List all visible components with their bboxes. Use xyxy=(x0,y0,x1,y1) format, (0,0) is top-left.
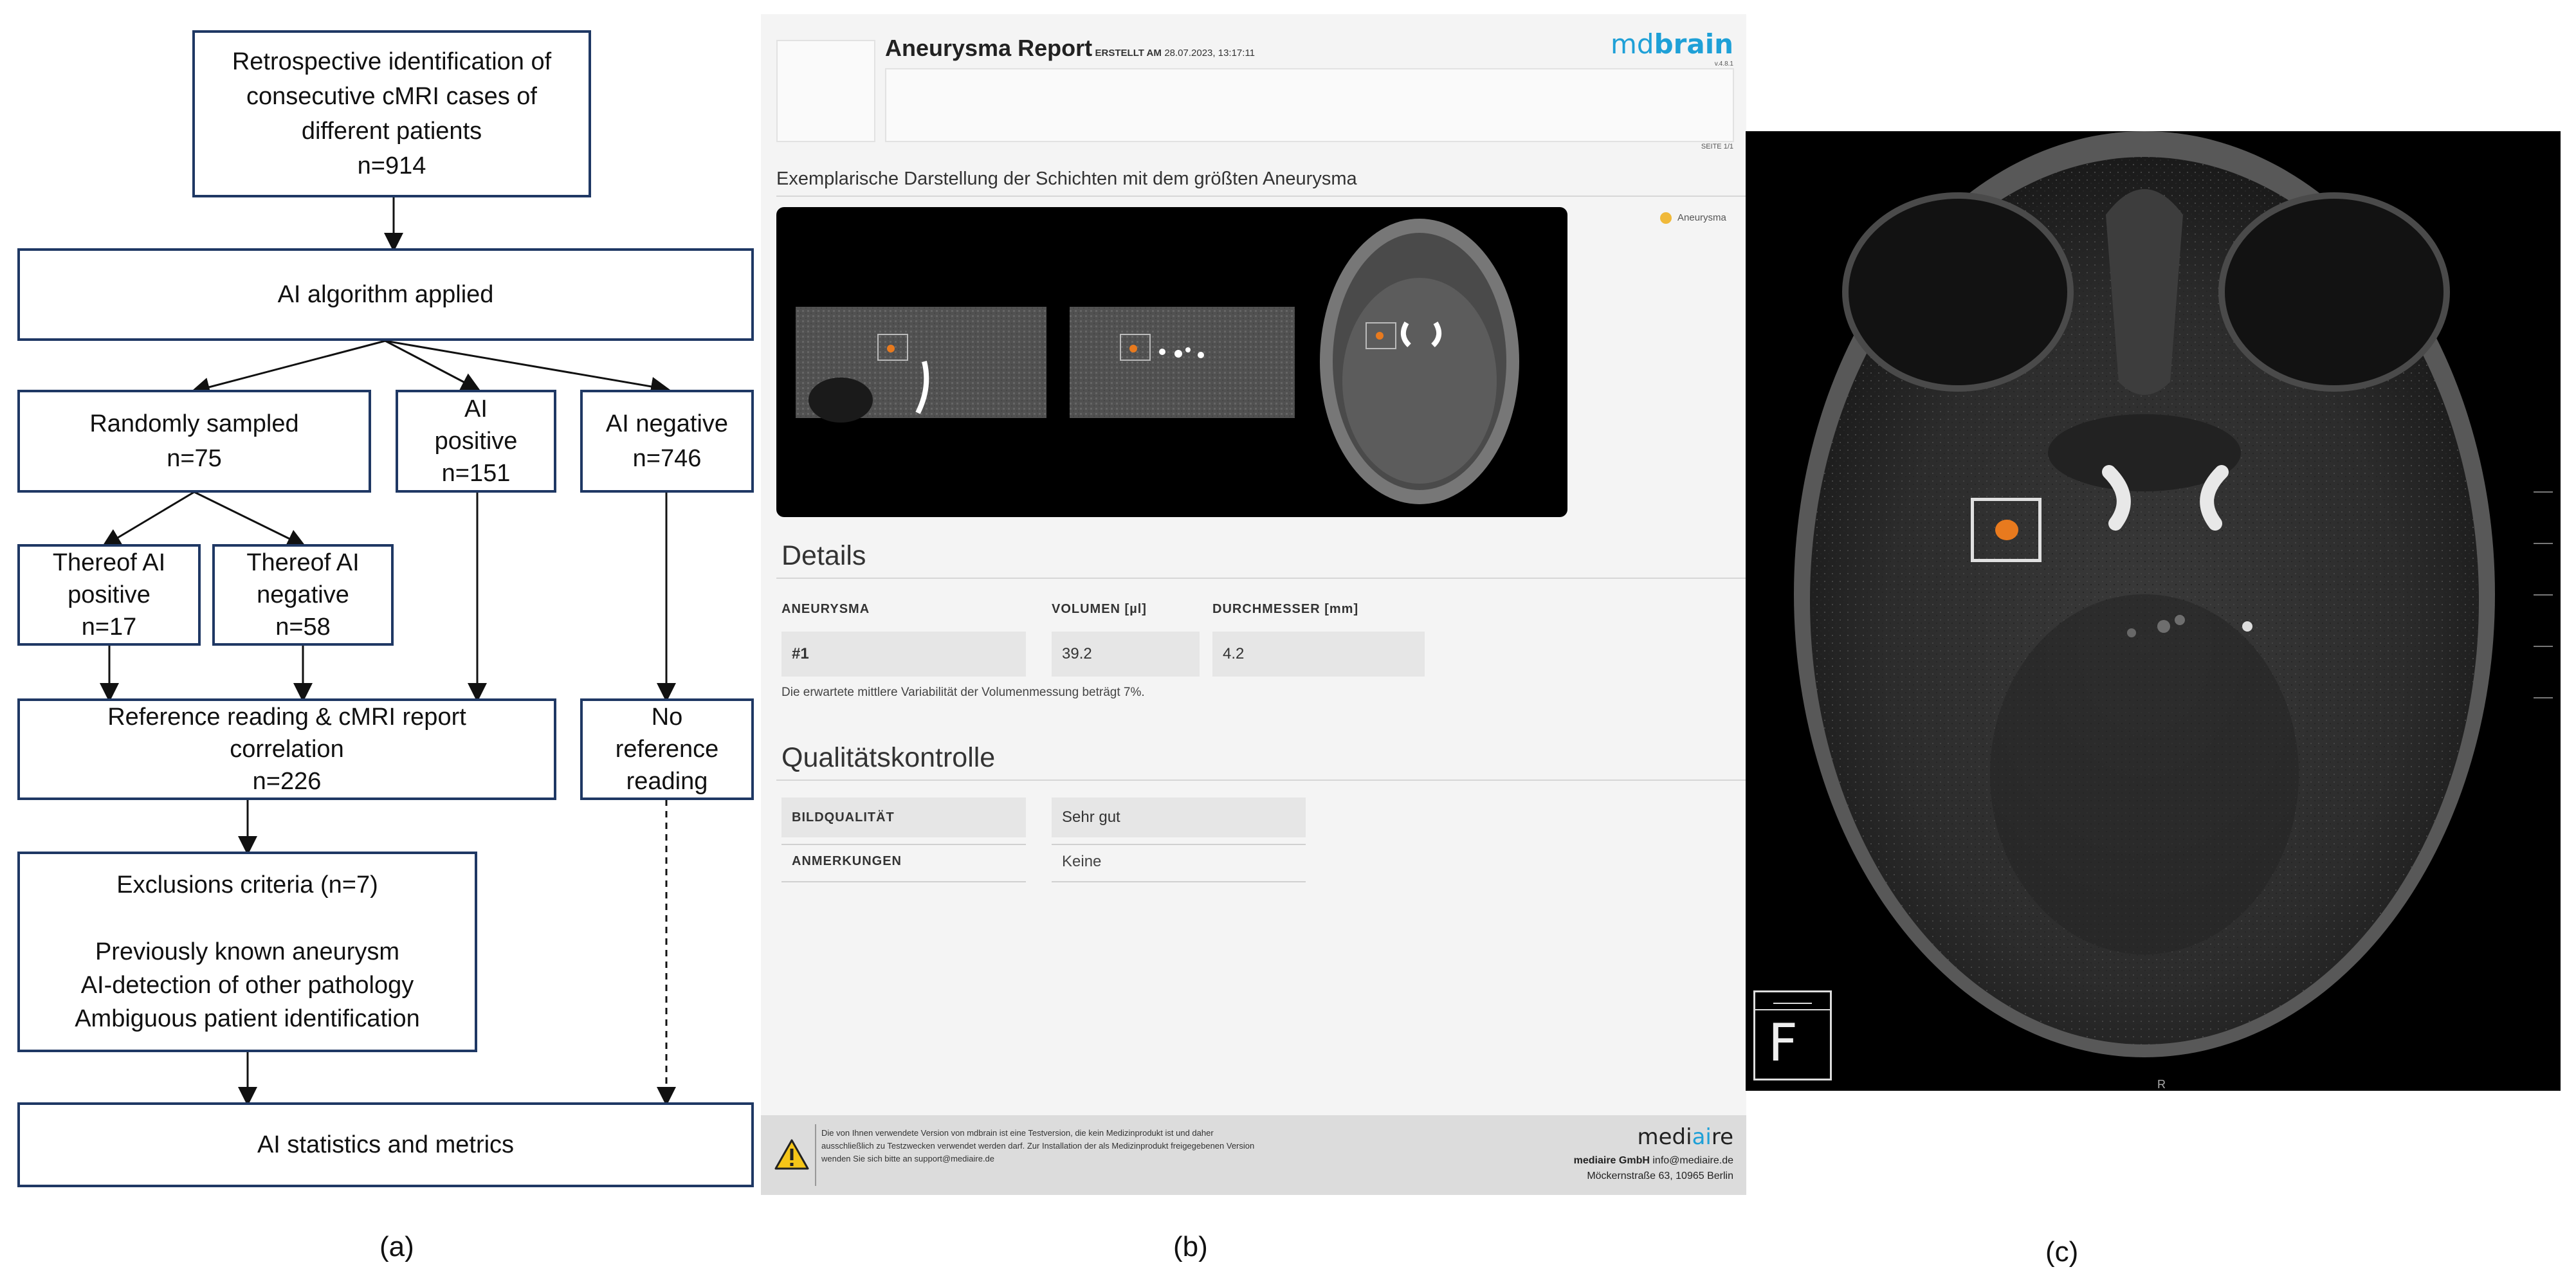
caption-b: (b) xyxy=(1173,1231,1208,1262)
divider xyxy=(776,578,1748,579)
box-text: correlation xyxy=(230,736,344,763)
caption-a: (a) xyxy=(379,1231,414,1262)
box-thereof-ai-positive xyxy=(17,544,201,646)
patient-thumbnail xyxy=(776,40,875,142)
footer-divider xyxy=(815,1124,816,1186)
report-panel xyxy=(761,14,1746,1195)
logo-brain: brain xyxy=(1654,28,1733,60)
report-footer xyxy=(761,1115,1746,1195)
divider xyxy=(1052,881,1306,882)
box-text: Exclusions criteria (n=7) xyxy=(116,871,378,898)
company-line xyxy=(1574,1155,1733,1167)
report-title: Aneurysma Report xyxy=(885,35,1093,61)
box-text: negative xyxy=(257,581,349,608)
aneurysm-marker xyxy=(1995,520,2018,540)
arrow-ai-to-negative xyxy=(385,341,666,389)
box-text: positive xyxy=(434,428,518,455)
quality-heading: Qualitätskontrolle xyxy=(781,742,996,773)
orientation-letter: F xyxy=(1768,1013,1798,1073)
box-text: Previously known aneurysm xyxy=(95,938,400,965)
header-info-box xyxy=(885,68,1734,142)
bildqualitaet-label: BILDQUALITÄT xyxy=(781,797,1026,837)
logo-ai: ai xyxy=(1692,1124,1712,1150)
anmerkungen-value: Keine xyxy=(1062,853,1102,870)
box-reference-reading xyxy=(17,698,556,800)
details-heading: Details xyxy=(781,540,866,571)
box-text: n=17 xyxy=(81,614,137,641)
box-text: reading xyxy=(626,768,708,795)
col-header-volumen: VOLUMEN [µl] xyxy=(1052,602,1147,616)
box-text: AI-detection of other pathology xyxy=(80,972,414,999)
box-text: No xyxy=(651,704,683,731)
company-name: mediaire GmbH xyxy=(1573,1155,1650,1166)
divider xyxy=(781,881,1026,882)
logo-medi: medi xyxy=(1637,1124,1692,1150)
box-text: n=914 xyxy=(357,152,426,179)
box-text: AI statistics and metrics xyxy=(257,1131,515,1158)
col-header-durchmesser: DURCHMESSER [mm] xyxy=(1212,602,1359,616)
arrow-random-to-thereof-neg xyxy=(194,492,303,545)
box-text: reference xyxy=(615,736,719,763)
box-text: Retrospective identification of xyxy=(232,48,552,75)
box-text: positive xyxy=(68,581,151,608)
box-ai-applied xyxy=(17,248,754,341)
divider xyxy=(776,196,1748,197)
report-header xyxy=(885,35,1255,62)
mdbrain-logo xyxy=(1611,28,1733,60)
cell-durchmesser: 4.2 xyxy=(1212,632,1425,677)
box-text: n=746 xyxy=(632,445,702,472)
caption-c: (c) xyxy=(2045,1236,2079,1268)
cell-aneurysma-id: #1 xyxy=(781,632,1026,677)
company-address: Möckernstraße 63, 10965 Berlin xyxy=(1587,1171,1733,1181)
box-text: Randomly sampled xyxy=(89,410,299,437)
divider xyxy=(781,844,1026,845)
box-ai-positive xyxy=(396,390,556,493)
page-number: SEITE 1/1 xyxy=(1701,143,1733,150)
cube-edge xyxy=(1755,1009,1830,1010)
box-no-reference-reading xyxy=(580,698,754,800)
box-text: different patients xyxy=(301,118,482,145)
box-text: consecutive cMRI cases of xyxy=(246,83,537,110)
box-text: AI algorithm applied xyxy=(277,281,494,308)
bildqualitaet-value: Sehr gut xyxy=(1052,797,1306,837)
box-text: Thereof AI xyxy=(246,549,360,576)
box-text: Thereof AI xyxy=(52,549,166,576)
box-exclusions xyxy=(17,852,477,1052)
orientation-marker-bottom: R xyxy=(2157,1078,2166,1091)
slice-images xyxy=(776,207,1567,517)
warning-icon xyxy=(774,1138,810,1171)
box-retrospective xyxy=(192,30,591,197)
logo-md: md xyxy=(1611,28,1654,60)
box-ai-negative xyxy=(580,390,754,493)
box-text: n=75 xyxy=(167,445,222,472)
box-text: n=151 xyxy=(441,460,511,487)
box-text: n=58 xyxy=(275,614,331,641)
version-label: v.4.8.1 xyxy=(1714,60,1733,68)
created-label: ERSTELLT AM xyxy=(1095,48,1162,59)
cell-volumen: 39.2 xyxy=(1052,632,1200,677)
mri-axial-image xyxy=(1746,131,2561,1091)
company-email: info@mediaire.de xyxy=(1652,1155,1733,1166)
box-text: AI xyxy=(464,396,488,423)
arrow-random-to-thereof-pos xyxy=(105,492,194,545)
box-text: AI negative xyxy=(605,410,729,437)
box-text: n=226 xyxy=(252,768,322,795)
legend-dot-icon xyxy=(1660,212,1672,224)
box-text: Ambiguous patient identification xyxy=(75,1005,420,1032)
mediaire-logo xyxy=(1637,1124,1733,1150)
box-ai-statistics xyxy=(17,1102,754,1187)
arrow-ai-to-random xyxy=(194,341,385,391)
col-header-aneurysma: ANEURYSMA xyxy=(781,602,870,616)
divider xyxy=(776,779,1748,781)
orientation-cube-icon xyxy=(1753,990,1832,1080)
mri-panel xyxy=(1746,131,2561,1091)
variability-note: Die erwartete mittlere Variabilität der Volumenmessung beträgt 7%. xyxy=(781,686,1145,699)
disclaimer-text: Die von Ihnen verwendete Version von mdbrain ist eine Testversion, die kein Medizinprodukt ist und daher ausschließlich zu Testzwecken verwendet werden darf. Zur Installation der als Medizinprodukt freigegebenen Version wenden Sie sich bitte an support@mediaire.de xyxy=(821,1128,1255,1163)
box-randomly-sampled xyxy=(17,390,371,493)
cube-top xyxy=(1773,990,1812,1004)
divider xyxy=(1052,844,1306,845)
box-thereof-ai-negative xyxy=(212,544,394,646)
legend-label: Aneurysma xyxy=(1677,212,1726,223)
logo-re: re xyxy=(1711,1124,1733,1150)
created-date: 28.07.2023, 13:17:11 xyxy=(1164,48,1256,59)
slices-heading: Exemplarische Darstellung der Schichten mit dem größten Aneurysma xyxy=(776,169,1357,189)
anmerkungen-label: ANMERKUNGEN xyxy=(792,854,902,868)
box-text: Reference reading & cMRI report xyxy=(107,704,466,731)
